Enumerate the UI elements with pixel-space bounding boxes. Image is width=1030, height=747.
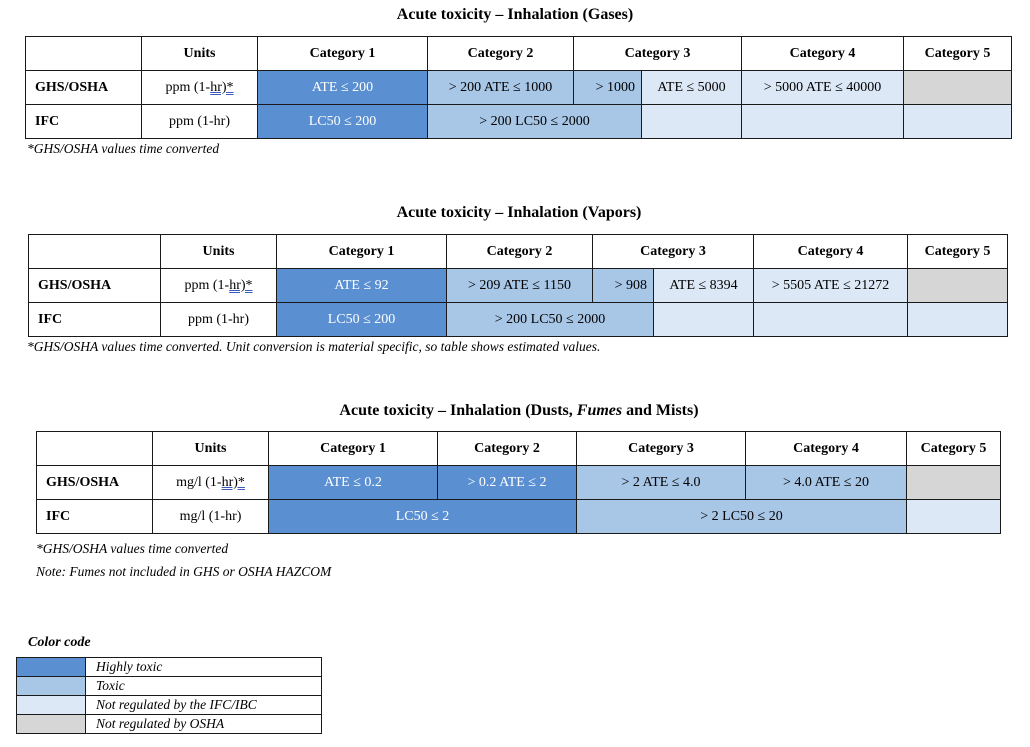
category-4-cell: > 4.0 ATE ≤ 20 [746, 466, 907, 500]
header-row [37, 432, 1001, 466]
legend-item [17, 658, 322, 677]
units-text: mg/l (1- [176, 474, 222, 490]
category-1-cell: ATE ≤ 200 [258, 71, 428, 105]
legend-item [17, 715, 322, 734]
legend-item [17, 677, 322, 696]
category-3b-cell: ATE ≤ 8394 [654, 269, 754, 303]
ghs-osha-row [29, 269, 1008, 303]
fumes-note: Note: Fumes not included in GHS or OSHA HAZCOM [36, 564, 332, 579]
category-5-cell [904, 105, 1012, 139]
header-category-3: Category 3 [574, 37, 742, 71]
category-4-cell: > 5505 ATE ≤ 21272 [754, 269, 908, 303]
header-category-5: Category 5 [907, 432, 1001, 466]
ifc-row [29, 303, 1008, 337]
ghs-osha-row [26, 71, 1012, 105]
category-3b-cell: ATE ≤ 5000 [642, 71, 742, 105]
header-category-4: Category 4 [742, 37, 904, 71]
header-category-2: Category 2 [447, 235, 593, 269]
row-label: IFC [37, 500, 153, 534]
gases-table-title: Acute toxicity – Inhalation (Gases) [396, 6, 634, 23]
ifc-row [26, 105, 1012, 139]
category-1-cell: LC50 ≤ 200 [277, 303, 447, 337]
header-empty [26, 37, 142, 71]
legend-label: Toxic [86, 677, 322, 696]
category-3-4-cell: > 2 LC50 ≤ 20 [577, 500, 907, 534]
category-2-3-cell: > 200 LC50 ≤ 2000 [428, 105, 642, 139]
swatch-not-regulated-ifc [17, 696, 86, 715]
header-empty [37, 432, 153, 466]
category-2-3-cell: > 200 LC50 ≤ 2000 [447, 303, 654, 337]
category-1-cell: LC50 ≤ 200 [258, 105, 428, 139]
vapors-table [28, 234, 1008, 337]
header-units: Units [142, 37, 258, 71]
vapors-footnote: *GHS/OSHA values time converted. Unit conversion is material specific, so table shows estimated values. [27, 339, 601, 354]
units-cell: ppm (1-hr) [142, 105, 258, 139]
header-category-3: Category 3 [577, 432, 746, 466]
row-label: GHS/OSHA [29, 269, 161, 303]
row-label: GHS/OSHA [26, 71, 142, 105]
units-cell [142, 71, 258, 105]
header-empty [29, 235, 161, 269]
category-1-cell: ATE ≤ 0.2 [269, 466, 438, 500]
swatch-highly-toxic [17, 658, 86, 677]
header-units: Units [153, 432, 269, 466]
legend-item [17, 696, 322, 715]
dusts-table-title [0, 402, 1030, 420]
vapors-table-title: Acute toxicity – Inhalation (Vapors) [396, 204, 642, 221]
dusts-footnote: *GHS/OSHA values time converted [36, 541, 229, 556]
category-5-cell [908, 303, 1008, 337]
units-text: ppm (1- [184, 277, 230, 293]
units-cell [153, 466, 269, 500]
units-underlined: hr)* [229, 277, 253, 293]
color-legend [16, 657, 322, 734]
ghs-osha-row [37, 466, 1001, 500]
header-category-4: Category 4 [746, 432, 907, 466]
dusts-table [36, 431, 1001, 534]
swatch-toxic [17, 677, 86, 696]
color-code-title: Color code [28, 635, 91, 650]
header-row [29, 235, 1008, 269]
category-5-cell [904, 71, 1012, 105]
row-label: IFC [29, 303, 161, 337]
category-2-cell: > 0.2 ATE ≤ 2 [438, 466, 577, 500]
category-2-cell: > 209 ATE ≤ 1150 [447, 269, 593, 303]
category-4-cell [754, 303, 908, 337]
header-category-2: Category 2 [438, 432, 577, 466]
category-5-cell [907, 466, 1001, 500]
header-category-2: Category 2 [428, 37, 574, 71]
units-cell: ppm (1-hr) [161, 303, 277, 337]
category-1-cell: ATE ≤ 92 [277, 269, 447, 303]
row-label: GHS/OSHA [37, 466, 153, 500]
units-cell [161, 269, 277, 303]
header-category-1: Category 1 [258, 37, 428, 71]
category-4-cell [742, 105, 904, 139]
swatch-not-regulated-osha [17, 715, 86, 734]
header-category-3: Category 3 [593, 235, 754, 269]
header-category-4: Category 4 [754, 235, 908, 269]
category-3-cell [642, 105, 742, 139]
legend-label: Highly toxic [86, 658, 322, 677]
units-cell: mg/l (1-hr) [153, 500, 269, 534]
category-2-cell: > 200 ATE ≤ 1000 [428, 71, 574, 105]
title-prefix: Acute toxicity – Inhalation (Dusts, [339, 402, 577, 419]
category-1-2-cell: LC50 ≤ 2 [269, 500, 577, 534]
title-italic: Fumes [576, 402, 623, 419]
category-3-cell [654, 303, 754, 337]
title-suffix: and Mists) [622, 402, 699, 419]
header-category-5: Category 5 [908, 235, 1008, 269]
header-category-1: Category 1 [269, 432, 438, 466]
gases-table [25, 36, 1012, 139]
category-3a-cell: > 908 [593, 269, 654, 303]
category-5-cell [908, 269, 1008, 303]
gases-footnote: *GHS/OSHA values time converted [27, 141, 220, 156]
header-units: Units [161, 235, 277, 269]
units-underlined: hr)* [210, 79, 234, 95]
category-4-cell: > 5000 ATE ≤ 40000 [742, 71, 904, 105]
units-underlined: hr)* [221, 474, 245, 490]
ifc-row [37, 500, 1001, 534]
header-row [26, 37, 1012, 71]
header-category-1: Category 1 [277, 235, 447, 269]
category-5-cell [907, 500, 1001, 534]
category-3-cell: > 2 ATE ≤ 4.0 [577, 466, 746, 500]
legend-label: Not regulated by the IFC/IBC [86, 696, 322, 715]
legend-label: Not regulated by OSHA [86, 715, 322, 734]
category-3a-cell: > 1000 [574, 71, 642, 105]
units-text: ppm (1- [165, 79, 211, 95]
header-category-5: Category 5 [904, 37, 1012, 71]
row-label: IFC [26, 105, 142, 139]
